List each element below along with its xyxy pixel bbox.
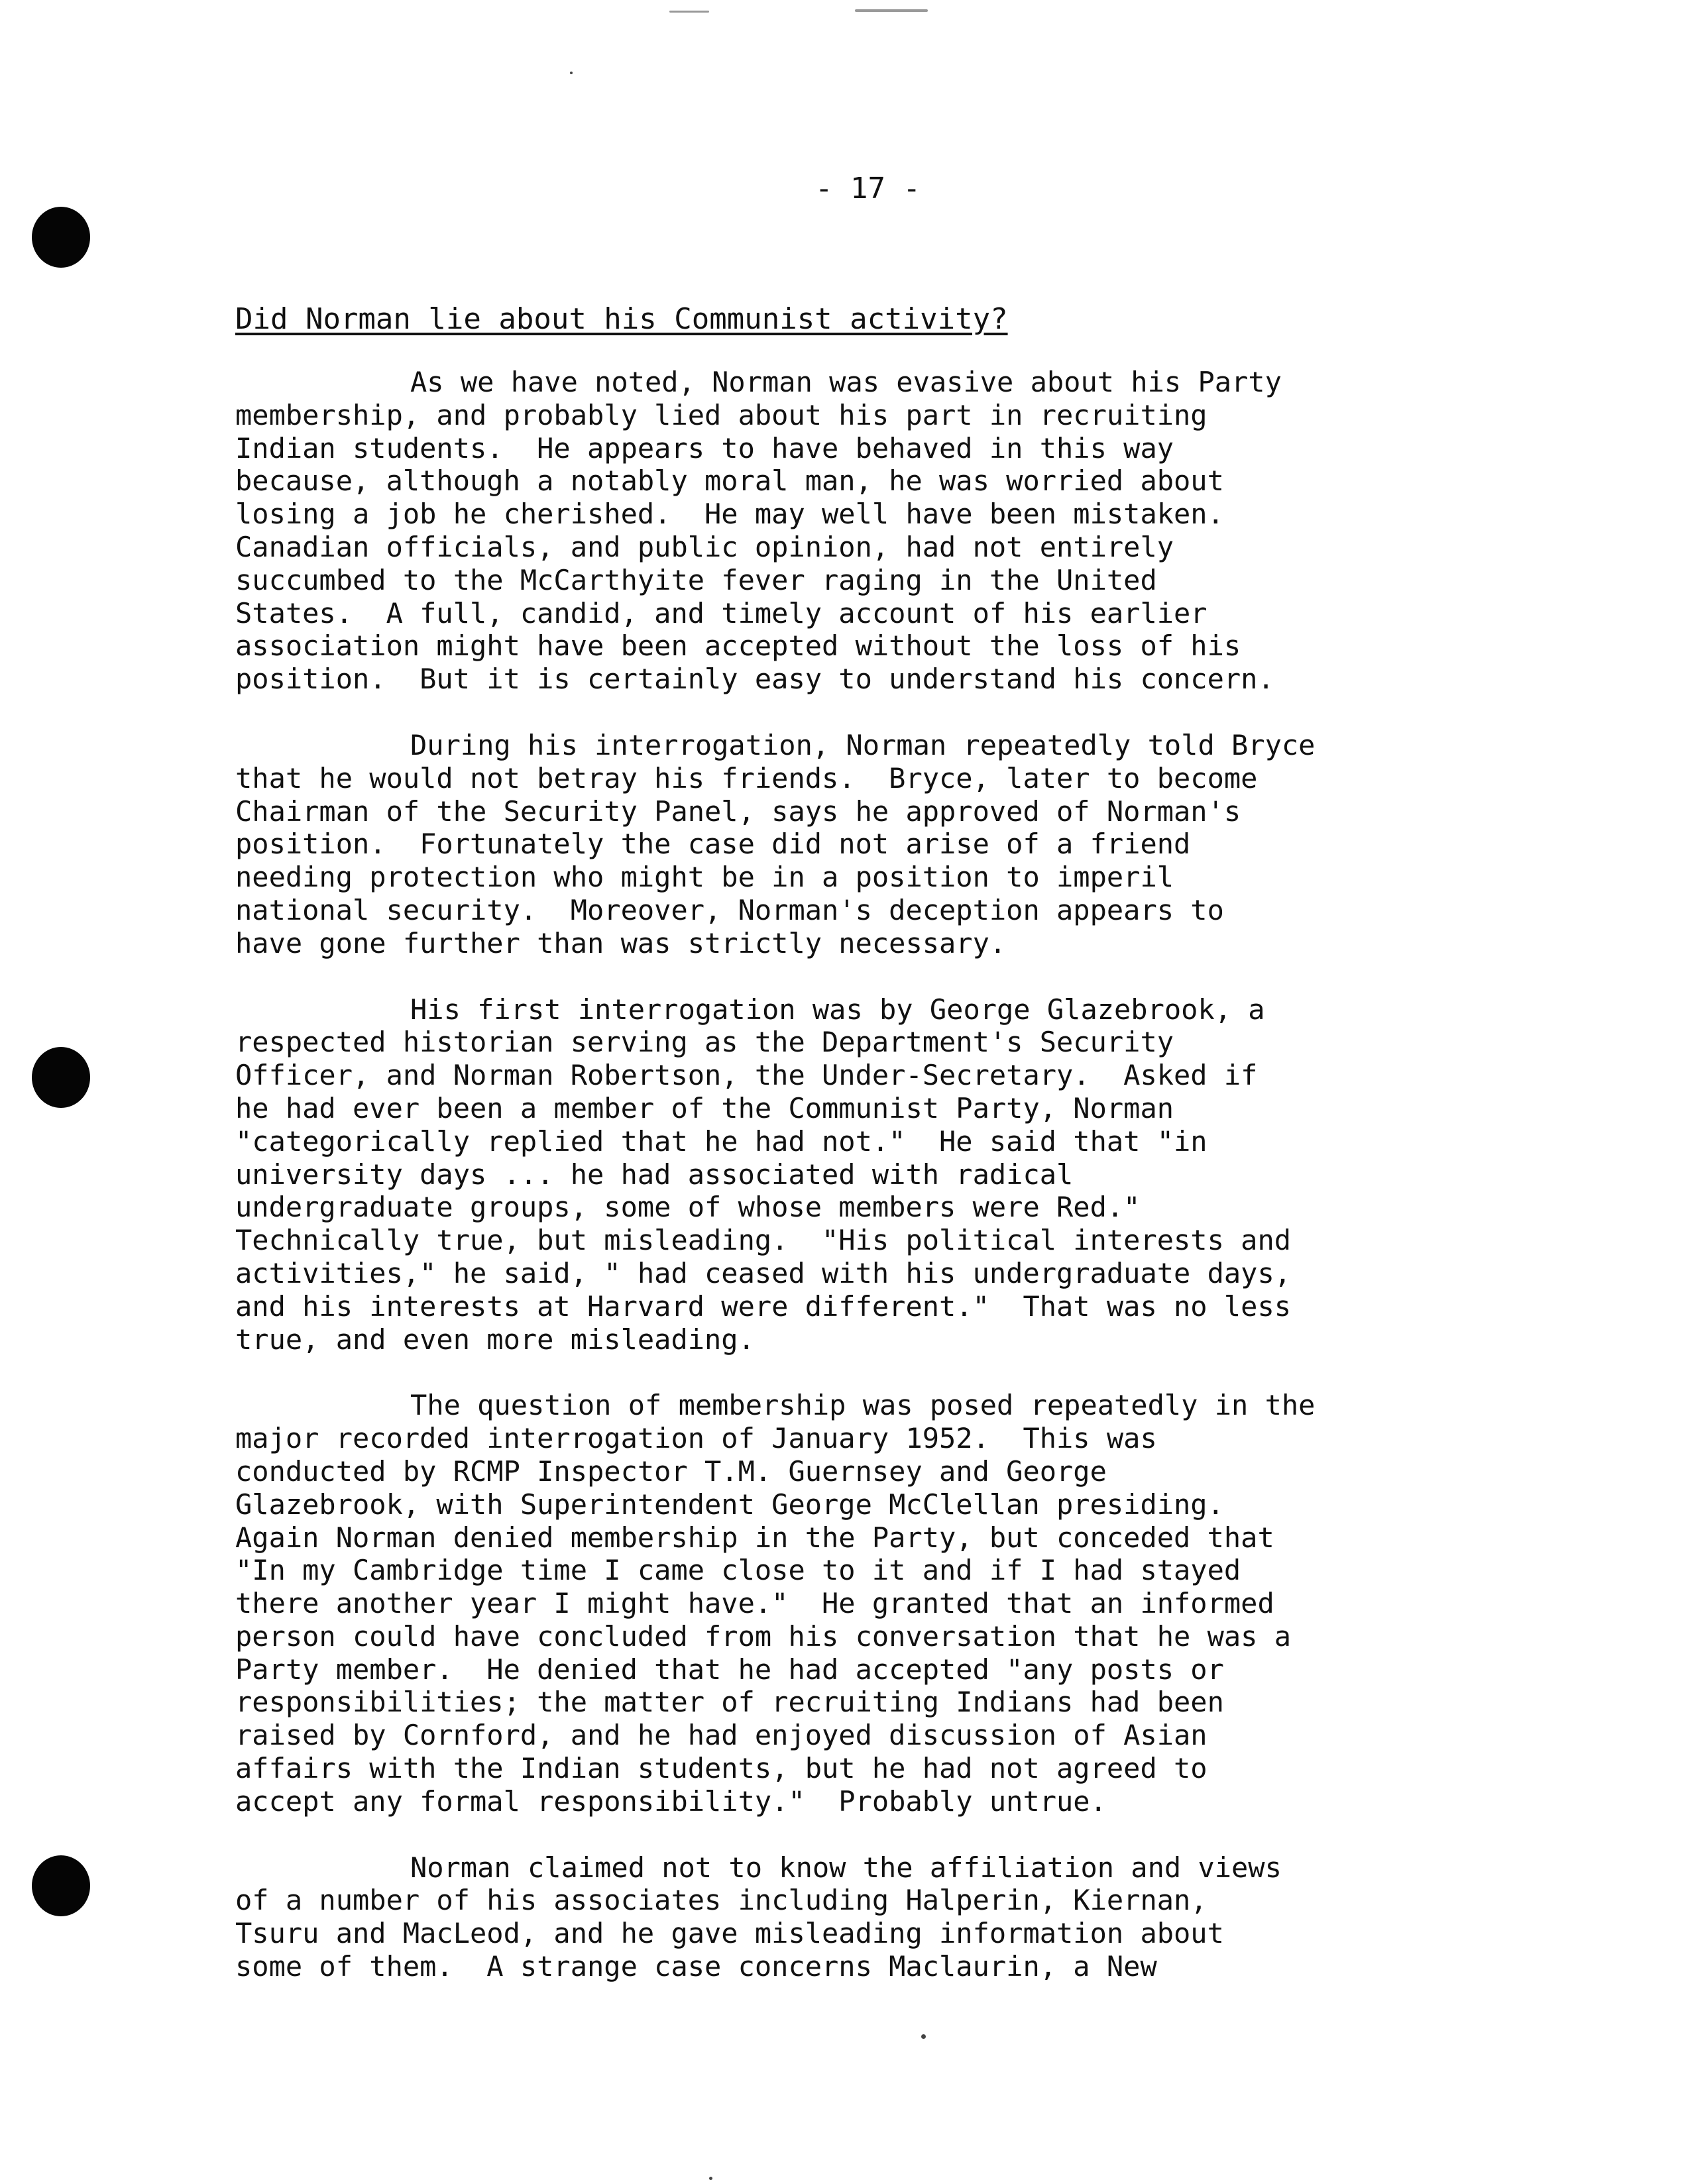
text-line: major recorded interrogation of January 1952. This was [235,1422,1157,1455]
text-line: because, although a notably moral man, he was worried about [235,464,1224,498]
scan-speck [709,2177,712,2180]
text-line: Officer, and Norman Robertson, the Under-Secretary. Asked if [235,1059,1258,1092]
punch-hole [32,1855,90,1916]
scan-speck [921,2034,926,2039]
text-line: responsibilities; the matter of recruiting Indians had been [235,1686,1224,1719]
text-line: true, and even more misleading. [235,1323,755,1356]
text-line: conducted by RCMP Inspector T.M. Guernsey and George [235,1454,1107,1488]
text-line: national security. Moreover, Norman's deception appears to [235,893,1224,926]
text-line: have gone further than was strictly necessary. [235,926,1007,959]
text-line: some of them. A strange case concerns Maclaurin, a New [235,1950,1157,1983]
text-line: needing protection who might be in a position to imperil [235,861,1174,894]
scan-speck [570,72,573,74]
text-line: activities," he said, " had ceased with his undergraduate days, [235,1256,1292,1289]
paragraph [235,366,1528,696]
text-line: Again Norman denied membership in the Party, but conceded that [235,1521,1274,1554]
text-line: undergraduate groups, some of whose members were Red." [235,1191,1141,1224]
paragraph [235,993,1528,1356]
text-line: Tsuru and MacLeod, and he gave misleading information about [235,1917,1224,1950]
text-line: affairs with the Indian students, but he had not agreed to [235,1752,1207,1785]
text-line: raised by Cornford, and he had enjoyed discussion of Asian [235,1719,1207,1752]
text-line: association might have been accepted without the loss of his [235,629,1241,663]
text-line: States. A full, candid, and timely account of his earlier [235,596,1207,629]
text-line: Party member. He denied that he had accepted "any posts or [235,1653,1224,1686]
text-line: position. But it is certainly easy to understand his concern. [235,663,1274,696]
text-line: His first interrogation was by George Glazebrook, a [410,993,1265,1026]
text-line: Indian students. He appears to have behaved in this way [235,431,1174,464]
text-line: membership, and probably lied about his part in recruiting [235,398,1207,431]
punch-hole [32,1047,90,1108]
scan-speck [855,9,928,12]
scan-speck [669,11,709,13]
text-line: The question of membership was posed repeatedly in the [410,1389,1316,1422]
text-line: succumbed to the McCarthyite fever raging in the United [235,563,1157,596]
text-line: "categorically replied that he had not." He said that "in [235,1124,1207,1158]
text-line: position. Fortunately the case did not arise of a friend [235,828,1191,861]
text-line: During his interrogation, Norman repeatedly told Bryce [410,728,1316,761]
text-line: As we have noted, Norman was evasive about his Party [410,366,1282,398]
text-line: accept any formal responsibility." Probably untrue. [235,1784,1107,1818]
text-line: he had ever been a member of the Communist Party, Norman [235,1091,1174,1124]
text-line: losing a job he cherished. He may well have been mistaken. [235,498,1224,531]
text-line: "In my Cambridge time I came close to it and if I had stayed [235,1554,1241,1587]
page-number: - 17 - [815,172,921,205]
paragraph [235,1389,1528,1818]
text-line: Canadian officials, and public opinion, had not entirely [235,530,1174,563]
text-line: Chairman of the Security Panel, says he approved of Norman's [235,794,1241,828]
text-line: and his interests at Harvard were different." That was no less [235,1289,1292,1323]
section-heading: Did Norman lie about his Communist activity? [235,302,1008,336]
text-line: respected historian serving as the Department's Security [235,1026,1174,1059]
paragraph [235,729,1528,960]
text-line: of a number of his associates including Halperin, Kiernan, [235,1884,1207,1917]
body-text [235,366,1528,2016]
text-line: Technically true, but misleading. "His political interests and [235,1224,1292,1257]
text-line: Norman claimed not to know the affiliation and views [410,1851,1282,1884]
paragraph [235,1851,1528,1983]
text-line: person could have concluded from his conversation that he was a [235,1619,1292,1653]
text-line: Glazebrook, with Superintendent George McClellan presiding. [235,1488,1224,1521]
text-line: that he would not betray his friends. Bryce, later to become [235,761,1258,794]
text-line: there another year I might have." He granted that an informed [235,1587,1274,1620]
punch-hole [32,207,90,268]
text-line: university days ... he had associated with radical [235,1158,1074,1191]
